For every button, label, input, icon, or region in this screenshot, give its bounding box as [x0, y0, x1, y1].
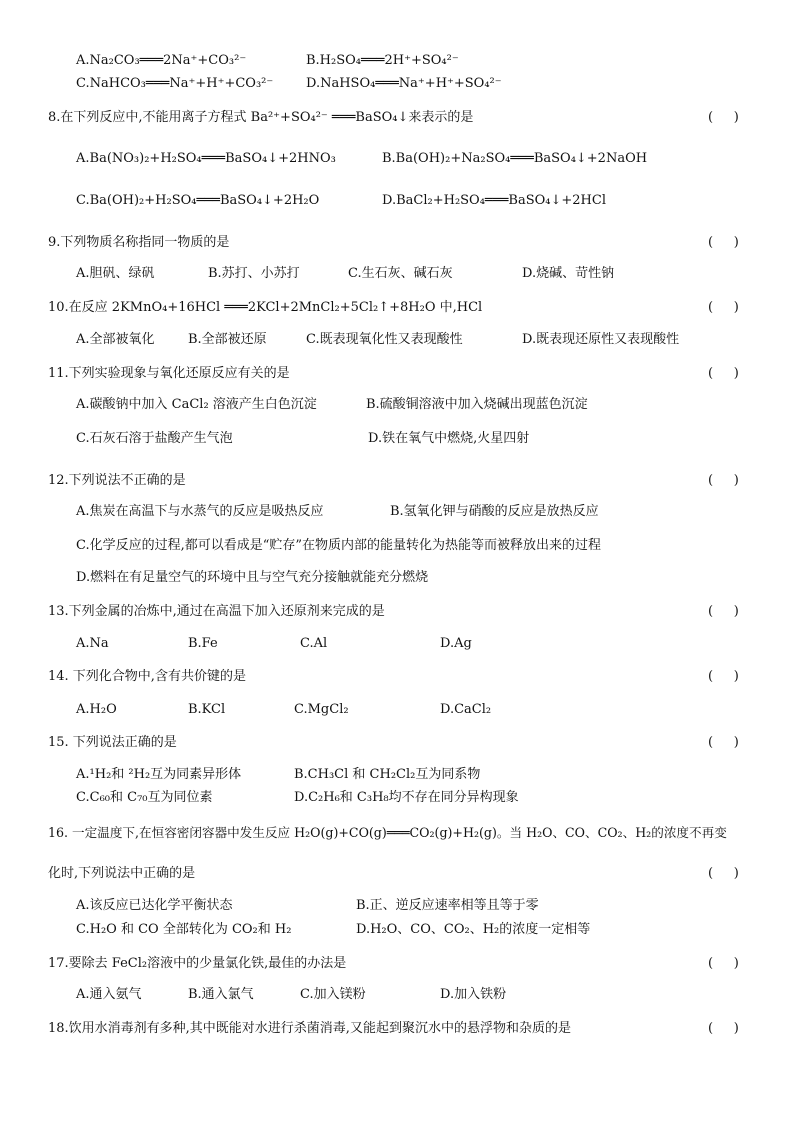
- q14-stem: 14. 下列化合物中,含有共价键的是: [48, 669, 246, 684]
- q13-answer-paren: ( ): [708, 604, 739, 619]
- q16-stem-continued: 化时,下列说法中正确的是: [48, 866, 196, 881]
- q18-answer-paren: ( ): [708, 1021, 739, 1036]
- q13-option-d: D.Ag: [440, 636, 472, 651]
- q17-option-d: D.加入铁粉: [440, 987, 507, 1002]
- q11-option-d: D.铁在氧气中燃烧,火星四射: [368, 431, 530, 446]
- q10-stem: 10.在反应 2KMnO₄+16HCl ═══2KCl+2MnCl₂+5Cl₂↑+8H₂O 中,HCl: [48, 300, 483, 315]
- q8-answer-paren: ( ): [708, 110, 739, 125]
- q10-answer-paren: ( ): [708, 300, 739, 315]
- q8-option-c: C.Ba(OH)₂+H₂SO₄═══BaSO₄↓+2H₂O: [76, 193, 320, 208]
- q15-option-a: A.¹H₂和 ²H₂互为同素异形体: [76, 767, 242, 782]
- q9-stem: 9.下列物质名称指同一物质的是: [48, 235, 230, 250]
- q16-stem: 16. 一定温度下,在恒容密闭容器中发生反应 H₂O(g)+CO(g)═══CO₂(g)+H₂(g)。当 H₂O、CO、CO₂、H₂的浓度不再变: [48, 825, 727, 840]
- q13-option-a: A.Na: [76, 636, 109, 651]
- q15-stem: 15. 下列说法正确的是: [48, 735, 177, 750]
- q10-option-d: D.既表现还原性又表现酸性: [522, 332, 680, 347]
- q14-option-c: C.MgCl₂: [294, 702, 349, 717]
- q9-answer-paren: ( ): [708, 235, 739, 250]
- q11-option-c: C.石灰石溶于盐酸产生气泡: [76, 431, 233, 446]
- q8-option-a: A.Ba(NO₃)₂+H₂SO₄═══BaSO₄↓+2HNO₃: [76, 151, 336, 166]
- q8-stem: 8.在下列反应中,不能用离子方程式 Ba²⁺+SO₄²⁻ ═══BaSO₄↓来表示的是: [48, 110, 474, 125]
- q16-option-d: D.H₂O、CO、CO₂、H₂的浓度一定相等: [356, 922, 591, 937]
- q10-option-b: B.全部被还原: [188, 332, 267, 347]
- q10-option-c: C.既表现氧化性又表现酸性: [306, 332, 463, 347]
- q14-option-b: B.KCl: [188, 702, 226, 717]
- q15-option-c: C.C₆₀和 C₇₀互为同位素: [76, 790, 213, 805]
- q12-option-b: B.氢氧化钾与硝酸的反应是放热反应: [390, 504, 599, 519]
- q11-stem: 11.下列实验现象与氧化还原反应有关的是: [48, 366, 290, 381]
- q16-answer-paren: ( ): [708, 866, 739, 881]
- q16-option-c: C.H₂O 和 CO 全部转化为 CO₂和 H₂: [76, 922, 292, 937]
- q17-option-b: B.通入氯气: [188, 987, 254, 1002]
- q17-option-a: A.通入氨气: [76, 987, 142, 1002]
- q17-option-c: C.加入镁粉: [300, 987, 366, 1002]
- q11-answer-paren: ( ): [708, 366, 739, 381]
- q14-option-d: D.CaCl₂: [440, 702, 492, 717]
- q12-option-a: A.焦炭在高温下与水蒸气的反应是吸热反应: [76, 504, 324, 519]
- q9-option-c: C.生石灰、碱石灰: [348, 266, 453, 281]
- q11-option-a: A.碳酸钠中加入 CaCl₂ 溶液产生白色沉淀: [76, 397, 317, 412]
- q14-answer-paren: ( ): [708, 669, 739, 684]
- q16-option-b: B.正、逆反应速率相等且等于零: [356, 898, 539, 913]
- q9-option-b: B.苏打、小苏打: [208, 266, 300, 281]
- q17-stem: 17.要除去 FeCl₂溶液中的少量氯化铁,最佳的办法是: [48, 956, 347, 971]
- q17-answer-paren: ( ): [708, 956, 739, 971]
- q18-stem: 18.饮用水消毒剂有多种,其中既能对水进行杀菌消毒,又能起到聚沉水中的悬浮物和杂质的是: [48, 1021, 571, 1036]
- q9-option-a: A.胆矾、绿矾: [76, 266, 155, 281]
- q15-answer-paren: ( ): [708, 735, 739, 750]
- q13-stem: 13.下列金属的冶炼中,通过在高温下加入还原剂来完成的是: [48, 604, 385, 619]
- q7-option-a: A.Na₂CO₃═══2Na⁺+CO₃²⁻: [76, 53, 247, 68]
- q13-option-c: C.Al: [300, 636, 328, 651]
- q12-option-c: C.化学反应的过程,都可以看成是“贮存”在物质内部的能量转化为热能等而被释放出来的过程: [76, 538, 602, 553]
- q11-option-b: B.硫酸铜溶液中加入烧碱出现蓝色沉淀: [366, 397, 588, 412]
- q12-option-d: D.燃料在有足量空气的环境中且与空气充分接触就能充分燃烧: [76, 570, 429, 585]
- q9-option-d: D.烧碱、苛性钠: [522, 266, 615, 281]
- q7-option-b: B.H₂SO₄═══2H⁺+SO₄²⁻: [306, 53, 459, 68]
- q12-answer-paren: ( ): [708, 473, 739, 488]
- q10-option-a: A.全部被氧化: [76, 332, 155, 347]
- q12-stem: 12.下列说法不正确的是: [48, 473, 186, 488]
- q8-option-d: D.BaCl₂+H₂SO₄═══BaSO₄↓+2HCl: [382, 193, 606, 208]
- q8-option-b: B.Ba(OH)₂+Na₂SO₄═══BaSO₄↓+2NaOH: [382, 151, 648, 166]
- q14-option-a: A.H₂O: [76, 702, 117, 717]
- q16-option-a: A.该反应已达化学平衡状态: [76, 898, 233, 913]
- q15-option-b: B.CH₃Cl 和 CH₂Cl₂互为同系物: [294, 767, 481, 782]
- q15-option-d: D.C₂H₆和 C₃H₈均不存在同分异构现象: [294, 790, 519, 805]
- q7-option-d: D.NaHSO₄═══Na⁺+H⁺+SO₄²⁻: [306, 76, 502, 91]
- q13-option-b: B.Fe: [188, 636, 218, 651]
- q7-option-c: C.NaHCO₃═══Na⁺+H⁺+CO₃²⁻: [76, 76, 274, 91]
